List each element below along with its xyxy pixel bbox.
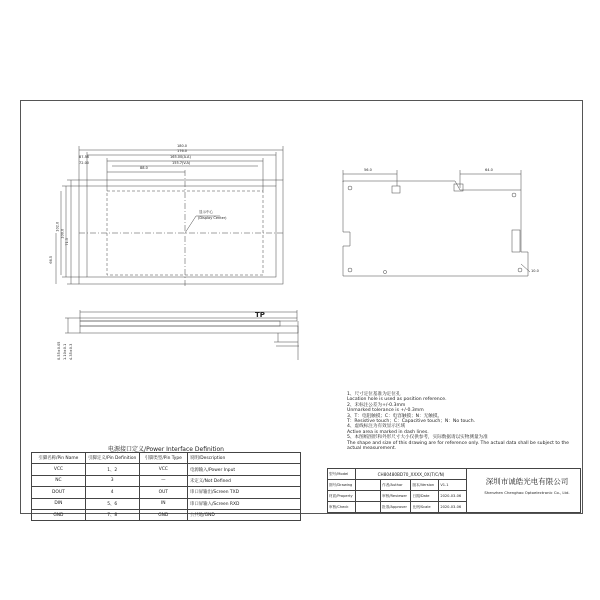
table-cell: 1、2 <box>85 464 139 475</box>
dim-left-f: 66.5 <box>49 255 54 264</box>
dim-left-a: 87.56 <box>79 155 90 159</box>
approver-label: 批准/Approver <box>381 502 411 513</box>
mount-hole-2 <box>512 193 516 197</box>
table-cell: GND <box>32 509 86 520</box>
display-center-label: 显示中心 <box>199 210 213 214</box>
date-value-2: 2020-03-06 <box>439 502 467 513</box>
table-row <box>32 498 301 509</box>
note-line: 5、本图纸图形和外形尺寸大小仅供参考，实际数据请以实物测量为准 <box>347 435 488 441</box>
note-line: 4、虚线标注为有效显示区域 <box>347 424 406 430</box>
version-value: V1.1 <box>439 480 467 491</box>
table-cell: 5、6 <box>85 498 139 509</box>
property-value <box>355 491 380 502</box>
connector-1 <box>392 186 400 193</box>
author-label: 作者/Author <box>381 480 411 491</box>
drawing-label: 图号/Drawing <box>328 480 356 491</box>
side-dim-1: 0.55±0.05 <box>57 341 61 360</box>
dim-top-outer: 180.0 <box>177 144 188 148</box>
table-row <box>32 464 301 475</box>
table-cell: IN <box>139 498 187 509</box>
table-cell: 7、8 <box>85 509 139 520</box>
side-lcd-layer <box>80 321 280 326</box>
property-label: 材质/Property <box>328 491 356 502</box>
table-cell: VCC <box>139 464 187 475</box>
tp-label: TP <box>255 311 265 319</box>
back-dim-b: 64.0 <box>485 168 493 172</box>
drawing-notes <box>347 392 587 451</box>
table-cell: — <box>139 475 187 486</box>
column-header: 引脚类型/Pin Type <box>139 453 187 464</box>
table-header-row <box>32 453 301 464</box>
column-header: 说明/Description <box>188 453 301 464</box>
table-cell: 3 <box>85 475 139 486</box>
note-line: actual measurement. <box>347 446 397 452</box>
dim-left-e: 71.5 <box>65 237 70 246</box>
dim-left-b: 72.00 <box>79 161 90 165</box>
dim-left-c: 102.0 <box>55 221 60 232</box>
back-dim-a: 56.0 <box>364 168 372 172</box>
table-row <box>32 475 301 486</box>
back-dim-c: 10.0 <box>531 269 539 273</box>
power-interface-table <box>31 452 301 521</box>
note-line: T：Resistive touch；C：Capacitive touch；N：No touch. <box>347 419 476 425</box>
model-value: CH80480BD70_XXXX_0X(T/C/N) <box>355 469 466 480</box>
mount-hole-5 <box>383 270 386 273</box>
scale-label: 比例/Scale <box>411 502 439 513</box>
side-pcb-layer <box>80 326 298 333</box>
display-center-label-en: (Display Center) <box>198 216 227 220</box>
power-table-title: 电源接口定义/Power Interface Definition <box>108 446 224 453</box>
mount-hole-4 <box>518 268 522 272</box>
table-cell: GND <box>139 509 187 520</box>
note-line: The shape and size of this drawing are for reference only. The actual data shall be subject to the <box>347 440 569 446</box>
mount-hole-3 <box>348 268 352 272</box>
table-cell: 公共地/GND <box>188 509 301 520</box>
table-cell: 串口屏输出/Screen TXD <box>188 487 301 498</box>
note-line: Unmarked tolerance is +/-0.3mm <box>347 408 424 414</box>
side-dim-2: 1.10±0.1 <box>63 343 67 360</box>
column-header: 引脚定义/Pin Definition <box>85 453 139 464</box>
note-line: 2、未标注公差为+/-0.3mm <box>347 402 406 408</box>
company-name-cn: 深圳市诚皓光电有限公司 <box>485 477 569 486</box>
reviewer-label: 审核/Reviewer <box>381 491 411 502</box>
check-value <box>355 502 380 513</box>
table-row <box>32 487 301 498</box>
table-cell: VCC <box>32 464 86 475</box>
table-cell: DOUT <box>32 487 86 498</box>
mount-hole-1 <box>348 186 352 190</box>
dim-left-d: 100.0 <box>60 228 65 239</box>
model-label: 型号/Model <box>328 469 356 480</box>
dim-visible-area: 155.7(V.A) <box>172 161 191 165</box>
table-cell: OUT <box>139 487 187 498</box>
table-cell: 电源输入/Power Input <box>188 464 301 475</box>
note-line: 1、尺寸定位基准为定位孔 <box>347 392 401 397</box>
company-name-en: Shenzhen Chenghao Optoelectronic Co., Ltd. <box>484 490 570 495</box>
date-label: 日期/Date <box>411 491 439 502</box>
dim-center: 88.0 <box>140 166 148 170</box>
side-dim-3: 4.35±0.3 <box>69 343 73 360</box>
note-line: 3、T：电阻触摸；C：电容触摸；N：无触摸。 <box>347 413 443 419</box>
version-label: 版本/Version <box>411 480 439 491</box>
table-cell: 串口屏输入/Screen RXD <box>188 498 301 509</box>
table-cell: 未定义/Not Defined <box>188 475 301 486</box>
table-cell: DIN <box>32 498 86 509</box>
note-line: Active area is marked in dash lines. <box>347 429 429 435</box>
fpc-connector <box>512 230 520 252</box>
table-cell: 4 <box>85 487 139 498</box>
front-inner-outline <box>87 186 276 277</box>
note-line: Location hole is used as position reference. <box>347 397 447 403</box>
dim-active-area: 165.00(A.A) <box>170 155 191 159</box>
dim-top-inner: 176.0 <box>177 149 188 153</box>
company-name <box>472 476 582 495</box>
front-outline <box>79 180 283 284</box>
table-row <box>32 509 301 520</box>
table-cell: NC <box>32 475 86 486</box>
drawing-value <box>355 480 380 491</box>
column-header: 引脚名称/Pin Name <box>32 453 86 464</box>
date-value: 2020-03-06 <box>439 491 467 502</box>
check-label: 审核/Check <box>328 502 356 513</box>
back-outline <box>343 181 528 276</box>
